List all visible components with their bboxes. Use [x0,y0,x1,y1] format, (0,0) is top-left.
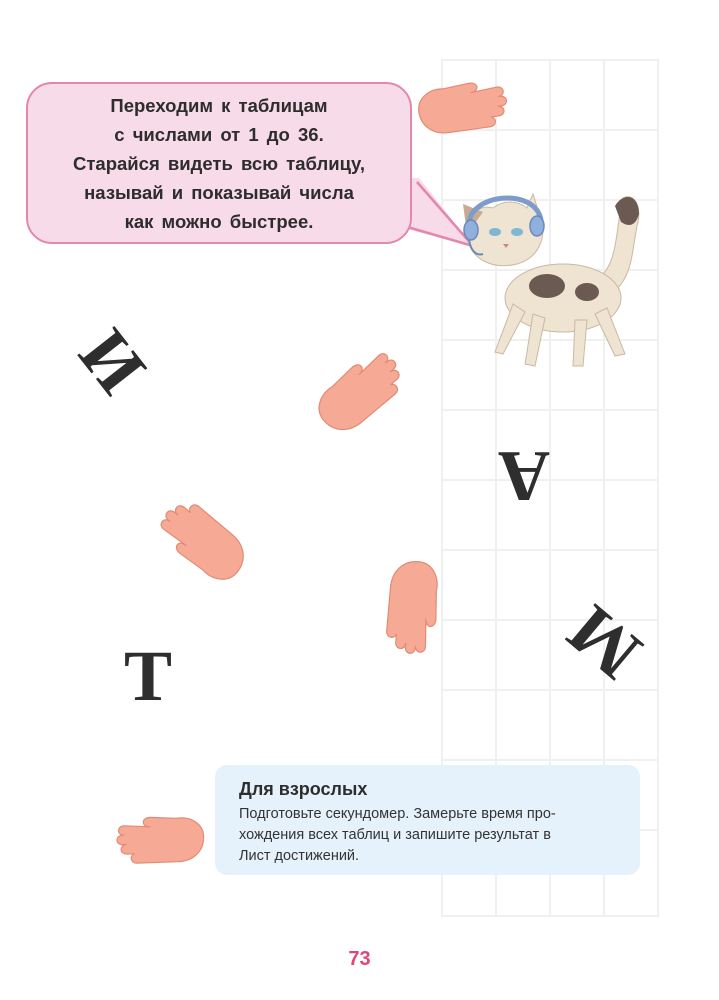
speech-bubble [26,82,412,244]
adults-note [215,765,640,875]
hand-icon [291,327,416,449]
letter-t: Т [124,636,173,716]
adults-note-line: Подготовьте секундомер. Замерьте время про- [239,806,556,822]
letter-i: И [63,315,161,409]
letter-a: А [498,436,550,516]
instruction-line: называй и показывай числа [84,181,354,203]
hand-icon [378,553,462,659]
instruction-line: с числами от 1 до 36. [114,123,324,145]
adults-note-line: Лист достижений. [239,848,360,864]
instruction-line: Переходим к таблицам [110,94,328,116]
page-number: 73 [348,948,371,970]
adults-note-line: хождения всех таблиц и запишите результат в [239,827,551,843]
cat-illustration [455,186,645,376]
instruction-line: как можно быстрее. [124,210,314,232]
letter-m: М [552,589,656,695]
adults-note-text [239,804,624,867]
adults-note-title: Для взрослых [239,779,368,799]
instruction-line: Старайся видеть всю таблицу, [73,152,365,174]
hand-icon [107,798,217,868]
hand-icon [408,60,513,143]
instruction-text [73,91,365,236]
hand-icon [137,487,262,609]
